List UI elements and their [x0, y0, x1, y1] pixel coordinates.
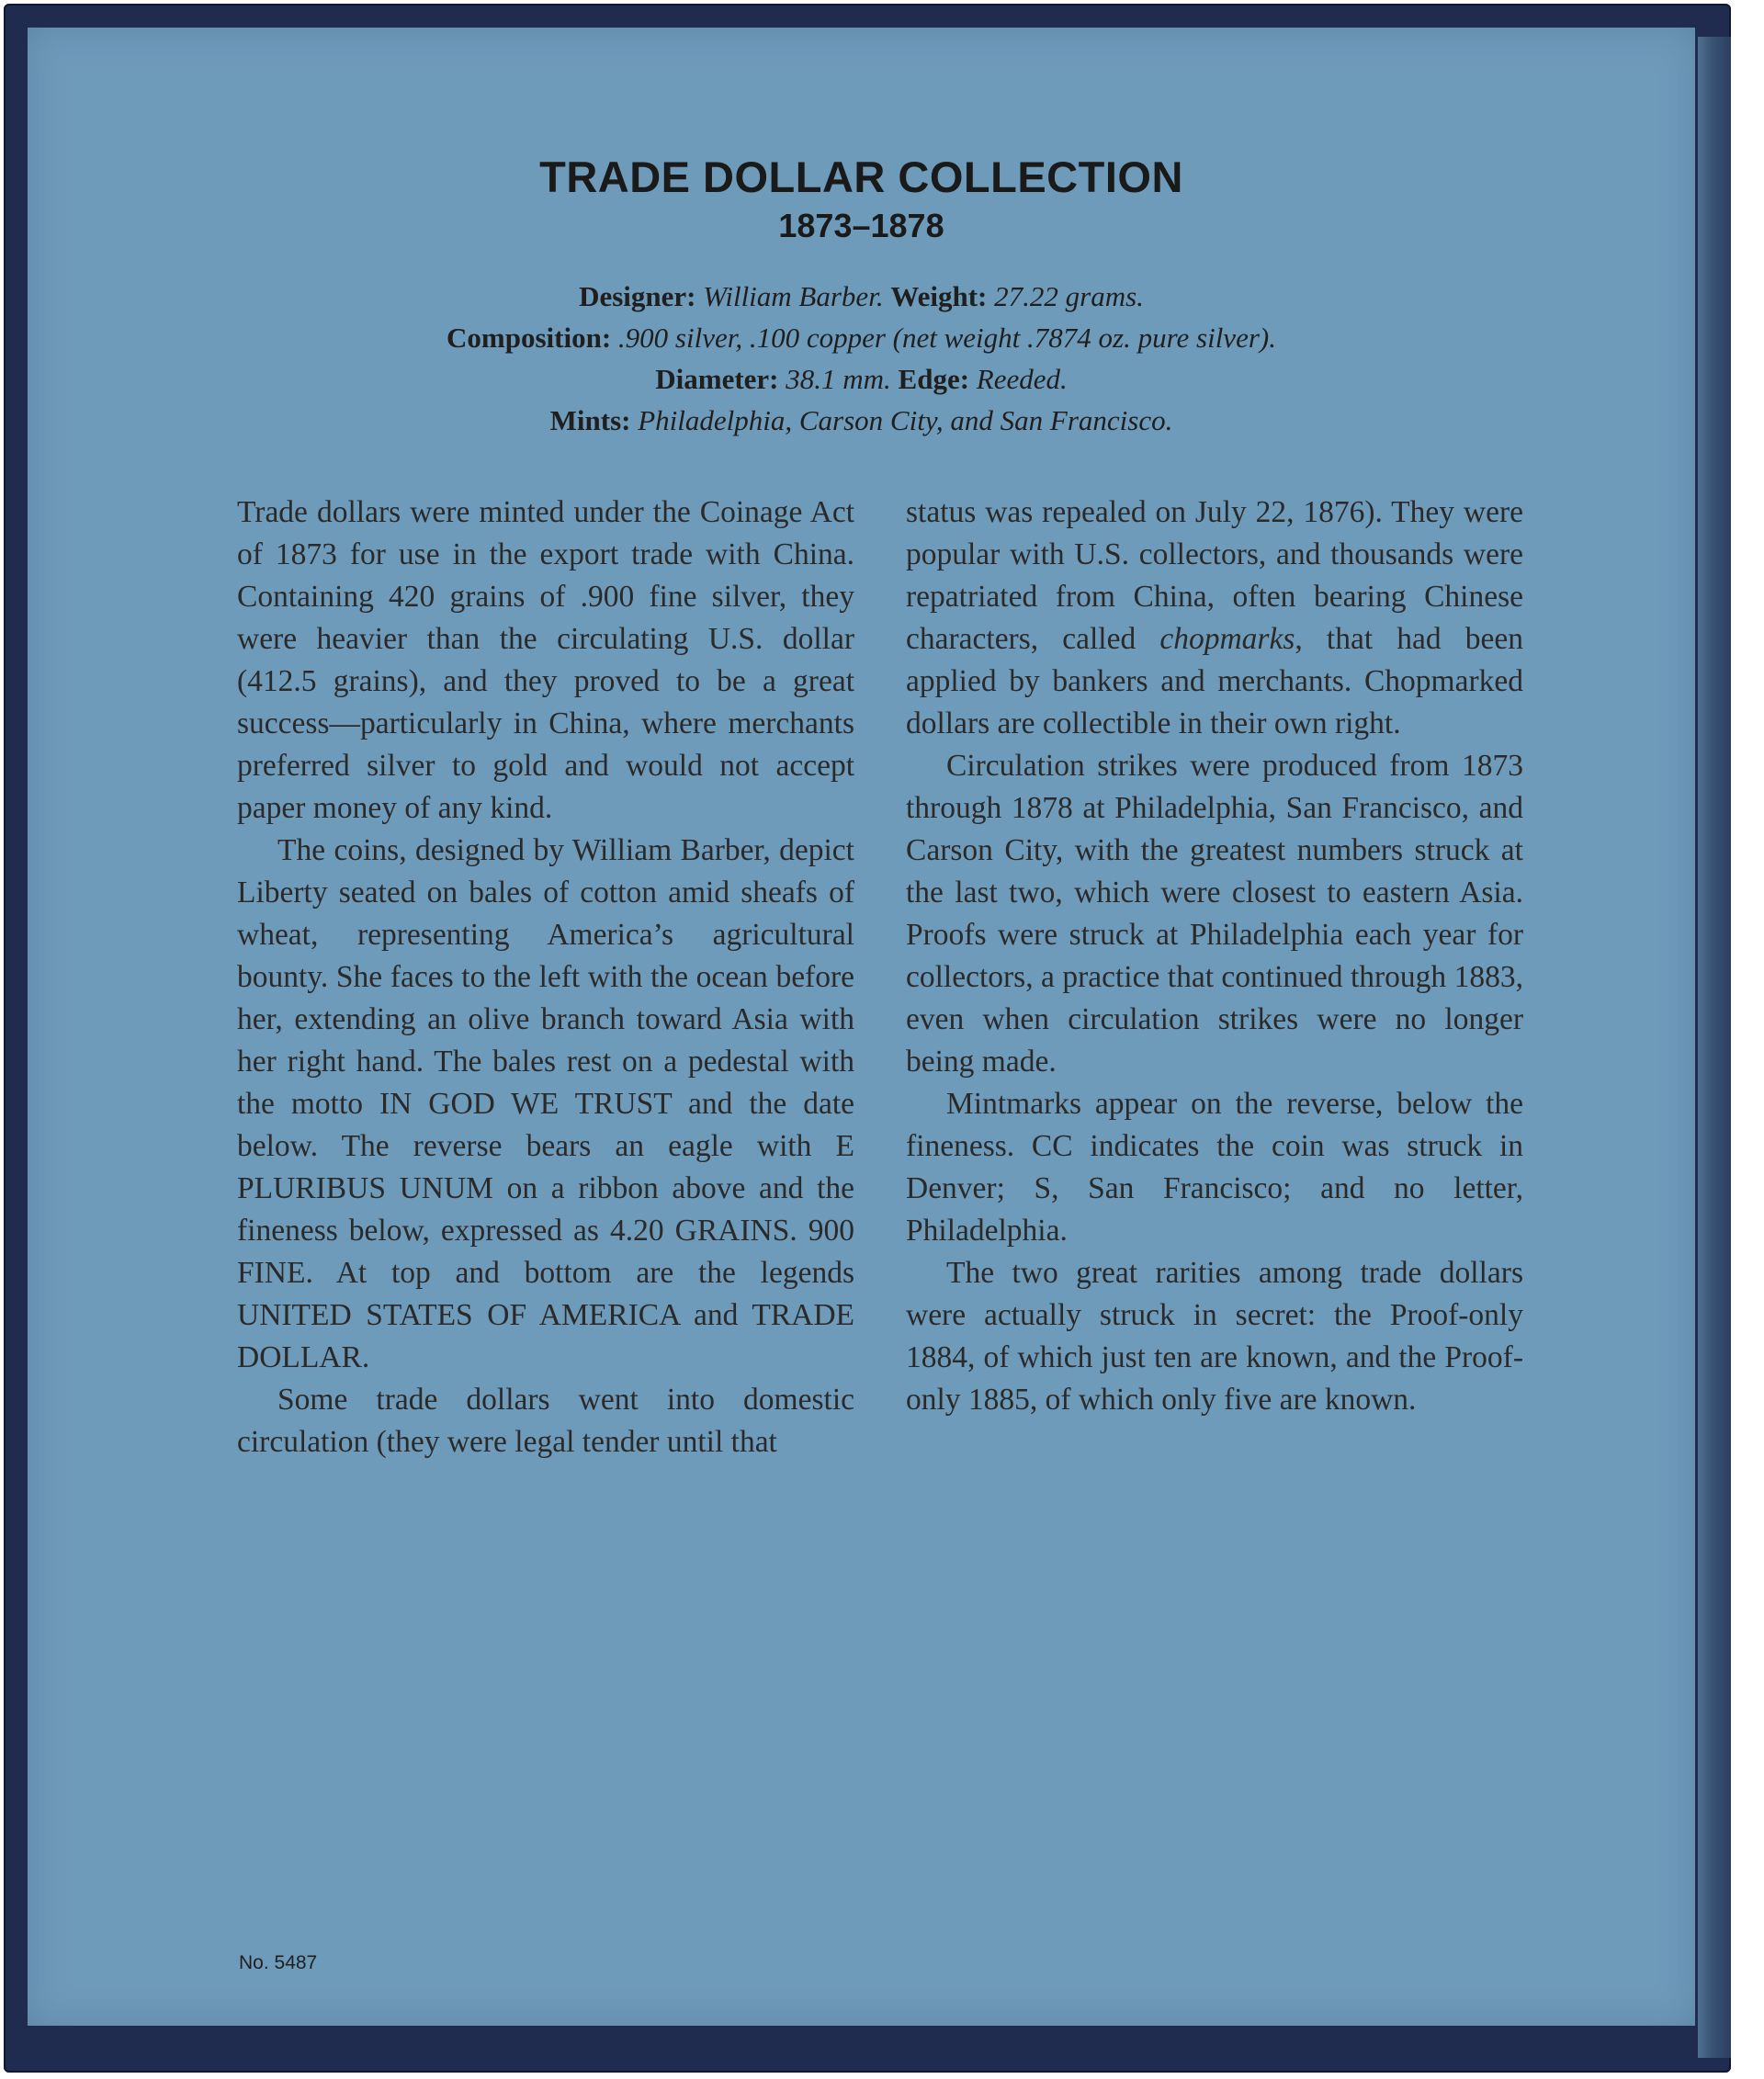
- date-range: 1873–1878: [778, 207, 944, 244]
- spec-line-designer-weight: [28, 276, 1695, 317]
- composition-label: Composition:: [447, 322, 612, 354]
- diameter-label: Diameter:: [655, 363, 779, 395]
- edge-value: Reeded.: [976, 363, 1068, 395]
- spec-line-mints: [28, 400, 1695, 441]
- diameter-value: 38.1 mm.: [786, 363, 891, 395]
- catalog-number: No. 5487: [239, 1952, 318, 1973]
- body-column-left: [237, 492, 854, 1463]
- paragraph-mintmarks: Mintmarks appear on the reverse, below the fineness. CC indicates the coin was struck in Denver; S, San Francisco; and no letter, Philadelphia.: [906, 1087, 1523, 1248]
- paragraph-circulation-text: Some trade dollars went into domestic circulation (they were legal tender until that: [237, 1383, 854, 1459]
- paragraph-rarities: The two great rarities among trade dollars were actually struck in secret: the Proof-only 1884, of which just ten are known, and the Proof-only 1885, of which only five are known.: [906, 1256, 1523, 1417]
- spec-line-composition: [28, 317, 1695, 358]
- page-title: TRADE DOLLAR COLLECTION: [539, 153, 1183, 201]
- edge-label: Edge:: [898, 363, 970, 395]
- weight-value: 27.22 grams.: [994, 280, 1144, 312]
- paragraph-strikes: Circulation strikes were produced from 1873 through 1878 at Philadelphia, San Francisco, and Carson City, with the greatest numbers struck at the last two, which were closest to eastern Asia. Proofs were struck at Philadelphia each year for collectors, a practice that continued through 1883, even when circulation strikes were no longer being made.: [906, 749, 1523, 1079]
- chopmarks-term: chopmarks: [1159, 622, 1295, 656]
- paragraph-circulation-continued: [906, 492, 1523, 745]
- paragraph-design: The coins, designed by William Barber, depict Liberty seated on bales of cotton amid sheafs of wheat, representing America’s agricultural bounty. She faces to the left with the ocean before her, extending an olive branch toward Asia with her right hand. The bales rest on a pedestal with the motto IN GOD WE TRUST and the date below. The reverse bears an eagle with E PLURIBUS UNUM on a ribbon above and the fineness below, expressed as 4.20 GRAINS. 900 FINE. At top and bottom are the legends UNITED STATES OF AMERICA and TRADE DOLLAR.: [237, 833, 854, 1374]
- mints-value: Philadelphia, Carson City, and San Francisco.: [638, 404, 1173, 436]
- mints-label: Mints:: [549, 404, 631, 436]
- composition-value: .900 silver, .100 copper (net weight .7874 oz. pure silver).: [617, 322, 1276, 354]
- cover-panel: [28, 28, 1695, 2026]
- spec-line-diameter-edge: [28, 358, 1695, 400]
- paragraph-circulation-continued-text: status was repealed on July 22, 1876). They were popular with U.S. collectors, and thousands were repatriated from China, often bearing Chinese characters, called: [906, 495, 1523, 656]
- body-column-right: [906, 492, 1523, 1421]
- designer-label: Designer:: [579, 280, 696, 312]
- coin-specifications: [28, 276, 1695, 441]
- paragraph-circulation-end: , that had been applied by bankers and merchants. Chopmarked dollars are collectible in their own right.: [906, 622, 1523, 740]
- weight-label: Weight:: [890, 280, 988, 312]
- spine-edge: [1698, 37, 1731, 2058]
- paragraph-circulation: [237, 1379, 854, 1463]
- designer-value: William Barber.: [703, 280, 884, 312]
- paragraph-intro: Trade dollars were minted under the Coinage Act of 1873 for use in the export trade with China. Containing 420 grains of .900 fine silver, they were heavier than the circulating U.S. dollar (412.5 grains), and they proved to be a great success—particularly in China, where merchants preferred silver to gold and would not accept paper money of any kind.: [237, 495, 854, 825]
